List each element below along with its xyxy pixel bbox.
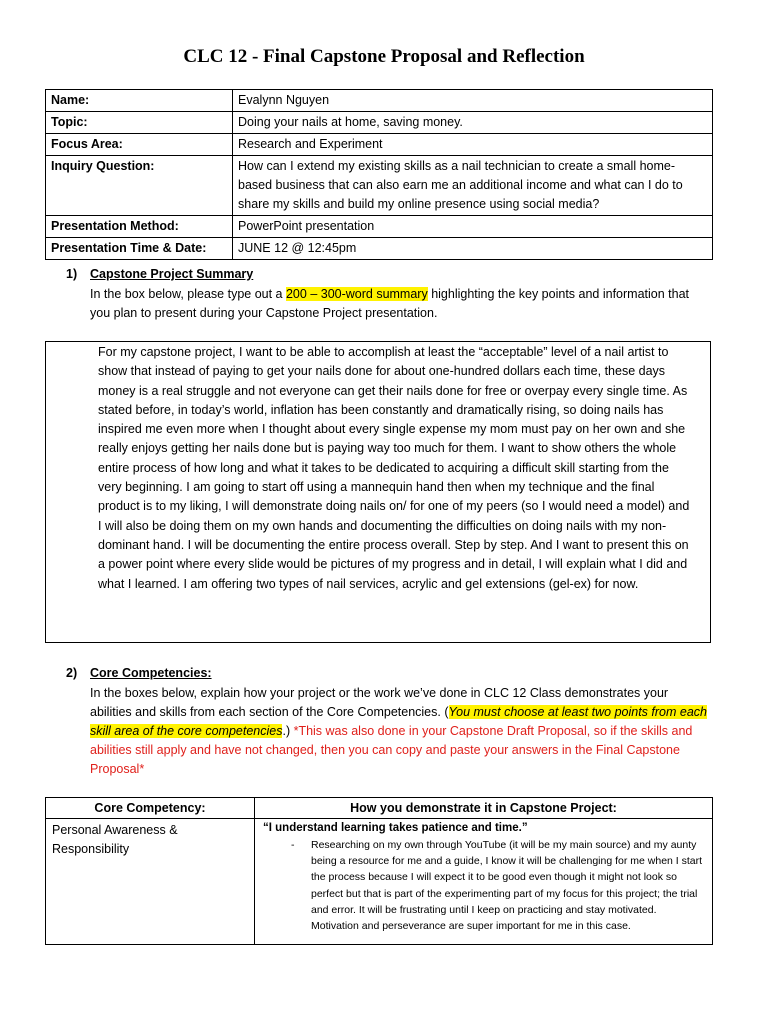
summary-box[interactable] [45,341,711,643]
table-row [46,819,713,945]
info-label: Presentation Time & Date: [46,238,233,260]
competency-name: Personal Awareness & Responsibility [46,819,255,945]
info-value: JUNE 12 @ 12:45pm [233,238,713,260]
info-label: Name: [46,90,233,112]
section-1-heading [66,267,253,281]
section-1-instructions [90,285,710,323]
info-row-focus-area [46,134,713,156]
instruction-text: In the box below, please type out a [90,287,286,301]
page-title: CLC 12 - Final Capstone Proposal and Reflection [183,46,585,67]
section-title: Capstone Project Summary [90,267,254,281]
section-number: 1) [66,267,78,281]
info-row-presentation-method [46,216,713,238]
info-row-name [46,90,713,112]
info-value: PowerPoint presentation [233,216,713,238]
instruction-text: highlighting the key points and information that you plan to present during your Capstone Project presentation. [90,287,689,320]
section-title: Core Competencies: [90,666,212,680]
column-header-demonstration: How you demonstrate it in Capstone Project: [255,798,713,819]
info-value: Evalynn Nguyen [233,90,713,112]
info-value: Research and Experiment [233,134,713,156]
summary-text: For my capstone project, I want to be able to accomplish at least the “acceptable” level of a nail artist to show that instead of paying to get your nails done for about one-hundred dollars each time, these days money is a real struggle and not everyone can get their nails done for free or overpay every single time. As stated before, in today’s world, inflation has been constantly and dramatically rising, so doing nails has inspired me even more when I thought about every single expense my mom must pay on her own and she really enjoys getting her nails done but is paying way too much for them. I want to show others the whole entire process of how long and what it takes to be dedicated to acquiring a difficult skill starting from the very beginning. I am going to start off using a mannequin hand then when my technique and the final product is to my liking, I will demonstrate doing nails on/ for one of my peers (so I would need a model) and I will also be doing them on my own hands and documenting the difficulties on doing nails with my non-dominant hand. I will be documenting the entire process overall. Step by step. And I want to present this on a power point where every slide would be pictures of my progress and in detail, I will explain what I did and what I learned. I am offering two types of nail services, acrylic and gel extensions (gel-ex) for now. [98,345,690,591]
proposal-info-table [45,89,713,260]
info-row-presentation-time [46,238,713,260]
section-2-heading [66,666,212,680]
highlighted-requirement: You must choose at least two points from each skill area of the core competencies [90,705,707,738]
red-note: *This was also done in your Capstone Draft Proposal, so if the skills and abilities still apply and have not changed, then you can copy and paste your answers in the Final Capstone Proposal* [90,724,693,776]
section-2-instructions [90,684,710,779]
list-item [263,837,704,934]
column-header-competency: Core Competency: [46,798,255,819]
info-row-inquiry-question [46,156,713,216]
instruction-text: In the boxes below, explain how your project or the work we’ve done in CLC 12 Class demonstrates your abilities and skills from each section of the Core Competencies. ( [90,686,669,719]
table-header-row [46,798,713,819]
highlighted-word-count: 200 – 300-word summary [285,287,428,301]
instruction-text: .) [282,724,294,738]
bullet-dash: - [291,839,295,851]
bullet-text: Researching on my own through YouTube (it will be my main source) and my aunty being a resource for me and a guide, I know it will be challenging for me when I start the process because I will expect it to be good even though it might not look so perfect but that is part of the experimenting part of my focus for this project; the trial and error. It will be frustrating until I keep on practicing and stay motivated. Motivation and perseverance are super important for me in this case. [311,839,703,933]
info-label: Inquiry Question: [46,156,233,216]
competency-demonstration-cell[interactable] [255,819,713,945]
section-number: 2) [66,666,78,680]
info-label: Focus Area: [46,134,233,156]
info-label: Topic: [46,112,233,134]
info-label: Presentation Method: [46,216,233,238]
core-competency-table [45,797,713,945]
info-row-topic [46,112,713,134]
info-value: How can I extend my existing skills as a nail technician to create a small home-based business that can also earn me an additional income and what can I do to share my skills and build my online presence using social media? [233,156,713,216]
competency-quote: “I understand learning takes patience and time.” [263,822,528,834]
info-value: Doing your nails at home, saving money. [233,112,713,134]
